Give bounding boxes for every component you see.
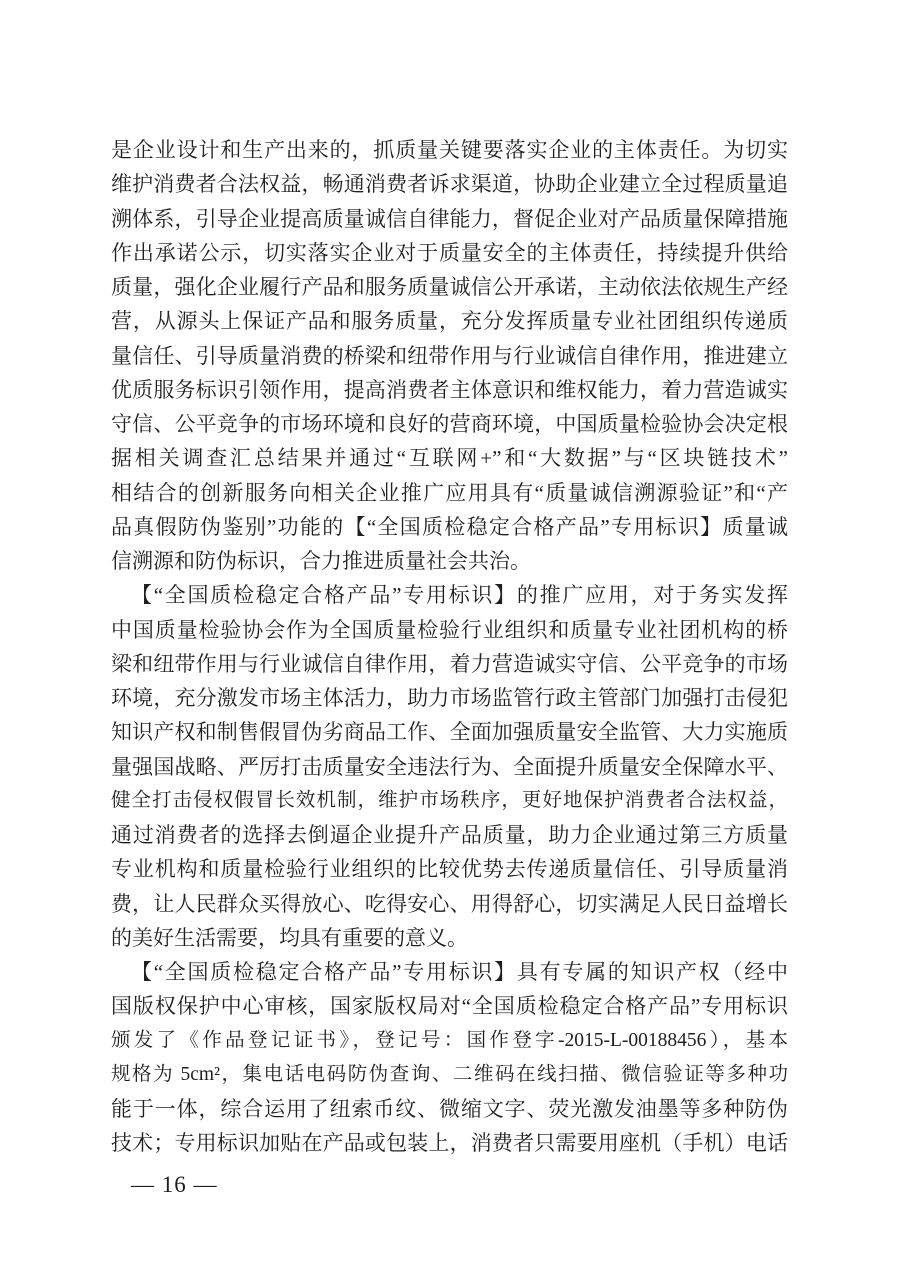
text-line: 守信、公平竞争的市场环境和良好的营商环境，中国质量检验协会决定根 [111,412,788,436]
document-text [111,133,788,1161]
text-line: 梁和纽带作用与行业诚信自律作用，着力营造诚实守信、公平竞争的市场 [111,651,788,676]
paragraph-1 [111,133,788,578]
text-line: 国版权保护中心审核，国家版权局对“全国质检稳定合格产品”专用标识 [111,994,788,1019]
text-line: 维护消费者合法权益，畅通消费者诉求渠道，协助企业建立全过程质量追 [111,172,788,197]
paragraph-2 [111,578,788,955]
text-line: 量信任、引导质量消费的桥梁和纽带作用与行业诚信自律作用，推进建立 [111,343,788,368]
text-line: 品真假防伪鉴别”功能的【“全国质检稳定合格产品”专用标识】质量诚 [111,514,788,539]
text-line: 费，让人民群众买得放心、吃得安心、用得舒心，切实满足人民日益增长 [111,891,788,916]
text-line: 作出承诺公示，切实落实企业对于质量安全的主体责任，持续提升供给 [111,240,788,265]
text-line: 技术；专用标识加贴在产品或包装上，消费者只需要用座机（手机）电话 [111,1131,788,1156]
text-line: 中国质量检验协会作为全国质量检验行业组织和质量专业社团机构的桥 [111,617,788,642]
text-line: 据相关调查汇总结果并通过“互联网+”和“大数据”与“区块链技术” [111,446,788,471]
text-line: 通过消费者的选择去倒逼企业提升产品质量，助力企业通过第三方质量 [111,823,788,847]
text-line: 是企业设计和生产出来的，抓质量关键要落实企业的主体责任。为切实 [111,138,788,162]
paragraph-3 [111,955,788,1161]
text-line: 专业机构和质量检验行业组织的比较优势去传递质量信任、引导质量消 [111,857,788,882]
text-line: 知识产权和制售假冒伪劣商品工作、全面加强质量安全监管、大力实施质 [111,720,788,745]
page-number: — 16 — [131,1172,218,1197]
text-line: 溯体系，引导企业提高质量诚信自律能力，督促企业对产品质量保障措施 [111,206,788,231]
text-line: 相结合的创新服务向相关企业推广应用具有“质量诚信溯源验证”和“产 [111,480,788,505]
text-line: 颁发了《作品登记证书》，登记号：国作登字-2015-L-00188456），基本 [111,1029,788,1051]
text-line: 环境，充分激发市场主体活力，助力市场监管行政主管部门加强打击侵犯 [111,686,788,710]
text-line: 能于一体，综合运用了纽索币纹、微缩文字、荧光激发油墨等多种防伪 [111,1097,788,1121]
text-line: 信溯源和防伪标识，合力推进质量社会共治。 [111,549,531,573]
text-line: 质量，强化企业履行产品和服务质量诚信公开承诺，主动依法依规生产经 [111,275,788,299]
text-line: 的美好生活需要，均具有重要的意义。 [111,925,468,950]
text-line: 营，从源头上保证产品和服务质量，充分发挥质量专业社团组织传递质 [111,309,788,334]
text-line: 【“全国质检稳定合格产品”专用标识】的推广应用，对于务实发挥 [131,583,788,608]
text-line: 量强国战略、严厉打击质量安全违法行为、全面提升质量安全保障水平、 [111,754,788,779]
text-line: 规格为 5cm²，集电话电码防伪查询、二维码在线扫描、微信验证等多种功 [111,1063,788,1085]
text-line: 优质服务标识引领作用，提高消费者主体意识和维权能力，着力营造诚实 [111,377,788,402]
text-line: 健全打击侵权假冒长效机制，维护市场秩序，更好地保护消费者合法权益， [111,789,788,811]
text-line: 【“全国质检稳定合格产品”专用标识】具有专属的知识产权（经中 [131,960,788,984]
